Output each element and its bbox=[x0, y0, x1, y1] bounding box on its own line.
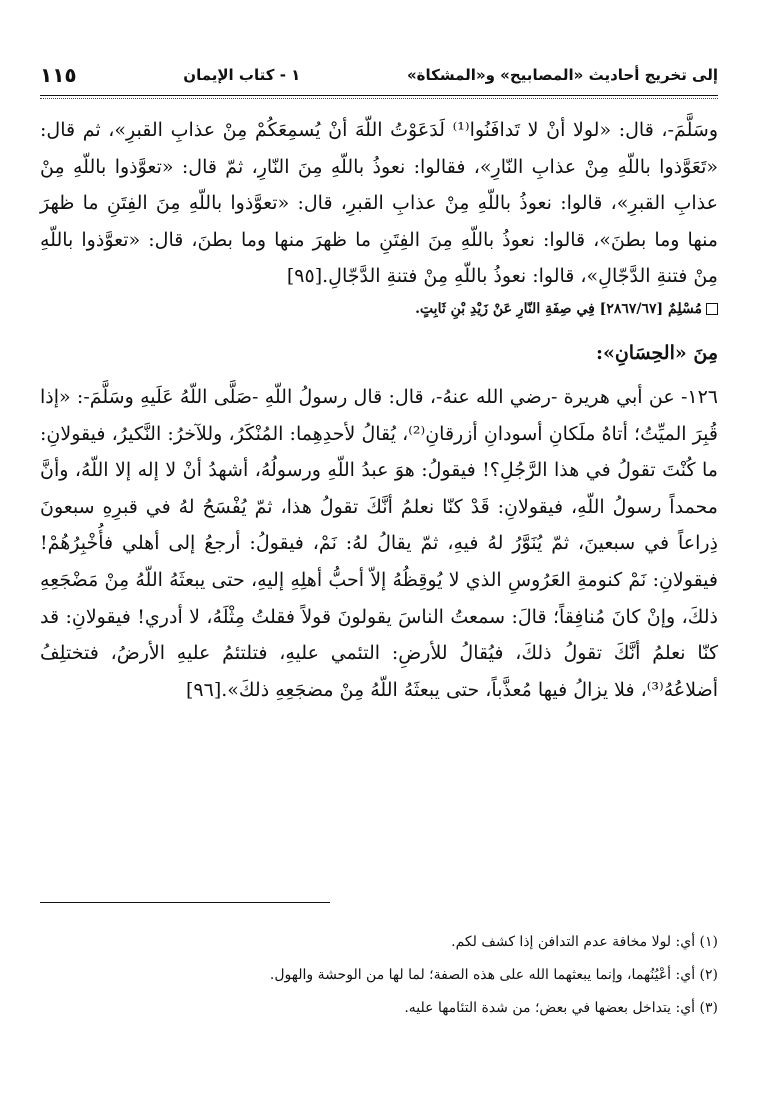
page-number: ١١٥ bbox=[40, 63, 77, 87]
header-divider bbox=[40, 95, 718, 99]
hadith-paragraph-126: ١٢٦- عن أبي هريرة -رضي الله عنهُ-، قال: قال رسولُ اللّهِ -صَلَّى اللّهُ عَلَيهِ وسَلَّمَ-: «إذا قُبِرَ الميِّتُ؛ أتاهُ ملَكانِ أسودانِ أزرقانِ⁽²⁾، يُقالُ لأحدِهِما: المُنْكَرُ، وللآخرُ: النَّكيرُ، فيقولانِ: ما كُنْتَ تقولُ في هذا الرَّجُلِ؟! فيقولُ: هوَ عبدُ اللّهِ ورسولُهُ، أشهدُ أنْ لا إله إلا اللّهُ، وأنَّ محمداً رسولُ اللّهِ، فيقولانِ: قَدْ كنّا نعلمُ أنَّكَ تقولُ هذا، ثمّ يُفْسَحُ لهُ في قبرِهِ سبعونَ ذِراعاً في سبعينَ، ثمّ يُنَوَّرُ لهُ فيهِ، ثمّ يقالُ لهُ: نَمْ، فيقولُ: أرجعُ إلى أهلي فأُخْبِرُهُمْ! فيقولانِ: نَمْ كنومةِ العَرُوسِ الذي لا يُوقِظُهُ إلاّ أحبُّ أهلِهِ إليهِ، حتى يبعثَهُ اللّهُ مِنْ مَضْجَعِهِ ذلكَ، وإنْ كانَ مُنافِقاً؛ قالَ: سمعتُ الناسَ يقولونَ قولاً فقلتُ مِثْلَهُ، لا أدري! فيقولانِ: قد كنّا نعلمُ أنَّكَ تقولُ ذلكَ، فيُقالُ للأرضِ: التئمي عليهِ، فتلتئمُ عليهِ الأرضُ، فتختلِفُ أضلاعُهُ⁽³⁾، فلا يزالُ فيها مُعذَّباً، حتى يبعثَهُ اللّهُ مِنْ مضجَعِهِ ذلكَ».[٩٦] bbox=[40, 385, 718, 701]
square-bullet-icon bbox=[706, 303, 718, 315]
main-text bbox=[40, 112, 718, 708]
source-citation bbox=[40, 297, 718, 321]
footnotes bbox=[40, 926, 718, 1025]
hadith-paragraph-95: وسَلَّمَ-، قال: «لولا أنْ لا تَدافَنُوا⁽¹⁾ لَدَعَوْتُ اللّهَ أنْ يُسمِعَكُمْ مِنْ عذابِ القبرِ»، ثم قال: «تَعَوَّذوا باللّهِ مِنْ عذابِ النّارِ»، فقالوا: نعوذُ باللّهِ مِنَ النّارِ، ثمّ قال: «تعوَّذوا باللّهِ مِنْ عذابِ القبرِ»، قالوا: نعوذُ باللّهِ مِنْ عذابِ القبرِ، قال: «تعوَّذوا باللّهِ مِنَ الفِتَنِ ما ظهرَ منها وما بطنَ»، قالوا: نعوذُ باللّهِ مِنَ الفِتَنِ ما ظهرَ منها وما بطنَ، قال: «تعوَّذوا باللّهِ مِنْ فتنةِ الدَّجّالِ»، قالوا: نعوذُ باللّهِ مِنْ فتنةِ الدَّجّالِ.[٩٥] bbox=[40, 119, 718, 288]
section-heading: مِنَ «الحِسَانِ»: bbox=[595, 341, 718, 364]
footnote-3: (٣) أي: يتداخل بعضها في بعض؛ من شدة التئامها عليه. bbox=[404, 1000, 718, 1016]
footnote-divider bbox=[40, 902, 330, 903]
footnote-2: (٢) أي: أعْيُنُهما، وإنما يبعثهما الله على هذه الصفة؛ لما لها من الوحشة والهول. bbox=[269, 967, 718, 983]
footnote-1: (١) أي: لولا مخافة عدم التدافن إذا كشف لكم. bbox=[451, 934, 718, 950]
source-text: مُسْلِمٌ [٢٨٦٧/٦٧] فِي صِفَةِ النّارِ عَنْ زَيْدِ بْنِ ثَابِتٍ. bbox=[415, 300, 702, 317]
chapter-title: ١ - كتاب الإيمان bbox=[183, 66, 301, 84]
running-header bbox=[40, 58, 718, 92]
book-title: إلى تخريج أحاديث «المصابيح» و«المشكاة» bbox=[406, 66, 718, 84]
